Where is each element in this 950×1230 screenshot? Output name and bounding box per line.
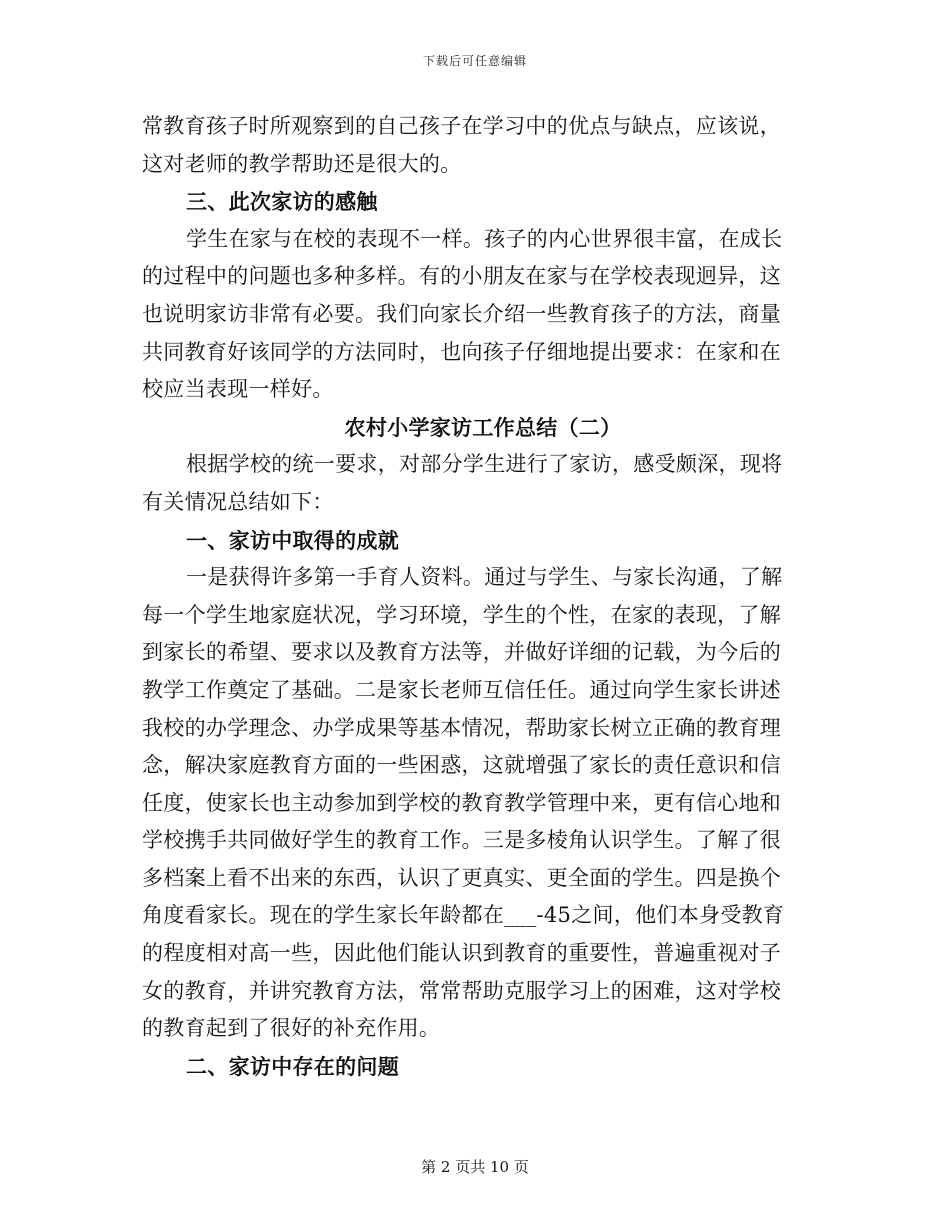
- page-header-note: 下载后可任意编辑: [422, 54, 527, 68]
- paragraph-line: 校应当表现一样好。: [142, 377, 334, 402]
- paragraph-line: 的程度相对高一些，因此他们能认识到教育的重要性，普遍重视对子: [142, 941, 781, 966]
- paragraph-line: 角度看家长。现在的学生家长年龄都在___-45之间，他们本身受教育: [142, 903, 785, 928]
- paragraph-line: 一是获得许多第一手育人资料。通过与学生、与家长沟通，了解: [186, 565, 783, 590]
- paragraph-line: 女的教育，并讲究教育方法，常常帮助克服学习上的困难，这对学校: [142, 978, 781, 1003]
- section-heading-3: 三、此次家访的感触: [186, 189, 378, 215]
- paragraph-line: 这对老师的教学帮助还是很大的。: [142, 151, 462, 176]
- document-body: [142, 108, 802, 1085]
- paragraph-line: 也说明家访非常有必要。我们向家长介绍一些教育孩子的方法，商量: [142, 301, 781, 326]
- paragraph-line: 学生在家与在校的表现不一样。孩子的内心世界很丰富，在成长: [186, 226, 783, 251]
- paragraph-line: 我校的办学理念、办学成果等基本情况，帮助家长树立正确的教育理: [142, 715, 781, 740]
- paragraph-line: 根据学校的统一要求，对部分学生进行了家访，感受颇深，现将: [186, 452, 783, 477]
- section-heading-2: 二、家访中存在的问题: [186, 1053, 399, 1079]
- paragraph-line: 有关情况总结如下：: [142, 489, 334, 514]
- paragraph-line: 常教育孩子时所观察到的自己孩子在学习中的优点与缺点，应该说，: [142, 114, 781, 138]
- paragraph-line: 共同教育好该同学的方法同时，也向孩子仔细地提出要求：在家和在: [142, 339, 781, 364]
- paragraph-line: 到家长的希望、要求以及教育方法等，并做好详细的记载，为今后的: [142, 640, 781, 665]
- paragraph-line: 教学工作奠定了基础。二是家长老师互信任任。通过向学生家长讲述: [142, 677, 781, 702]
- paragraph-line: 念，解决家庭教育方面的一些困惑，这就增强了家长的责任意识和信: [142, 753, 781, 778]
- paragraph-line: 学校携手共同做好学生的教育工作。三是多棱角认识学生。了解了很: [142, 828, 781, 853]
- document-title: 农村小学家访工作总结（二）: [344, 414, 622, 440]
- section-heading-1: 一、家访中取得的成就: [186, 527, 399, 553]
- paragraph-line: 任度，使家长也主动参加到学校的教育教学管理中来，更有信心地和: [142, 790, 781, 815]
- paragraph-line: 的过程中的问题也多种多样。有的小朋友在家与在学校表现迥异，这: [142, 264, 781, 289]
- page-footer-number: 第 2 页共 10 页: [421, 1158, 529, 1176]
- paragraph-line: 多档案上看不出来的东西，认识了更真实、更全面的学生。四是换个: [142, 865, 781, 890]
- paragraph-line: 每一个学生地家庭状况，学习环境，学生的个性，在家的表现，了解: [142, 602, 781, 627]
- paragraph-line: 的教育起到了很好的补充作用。: [142, 1016, 441, 1041]
